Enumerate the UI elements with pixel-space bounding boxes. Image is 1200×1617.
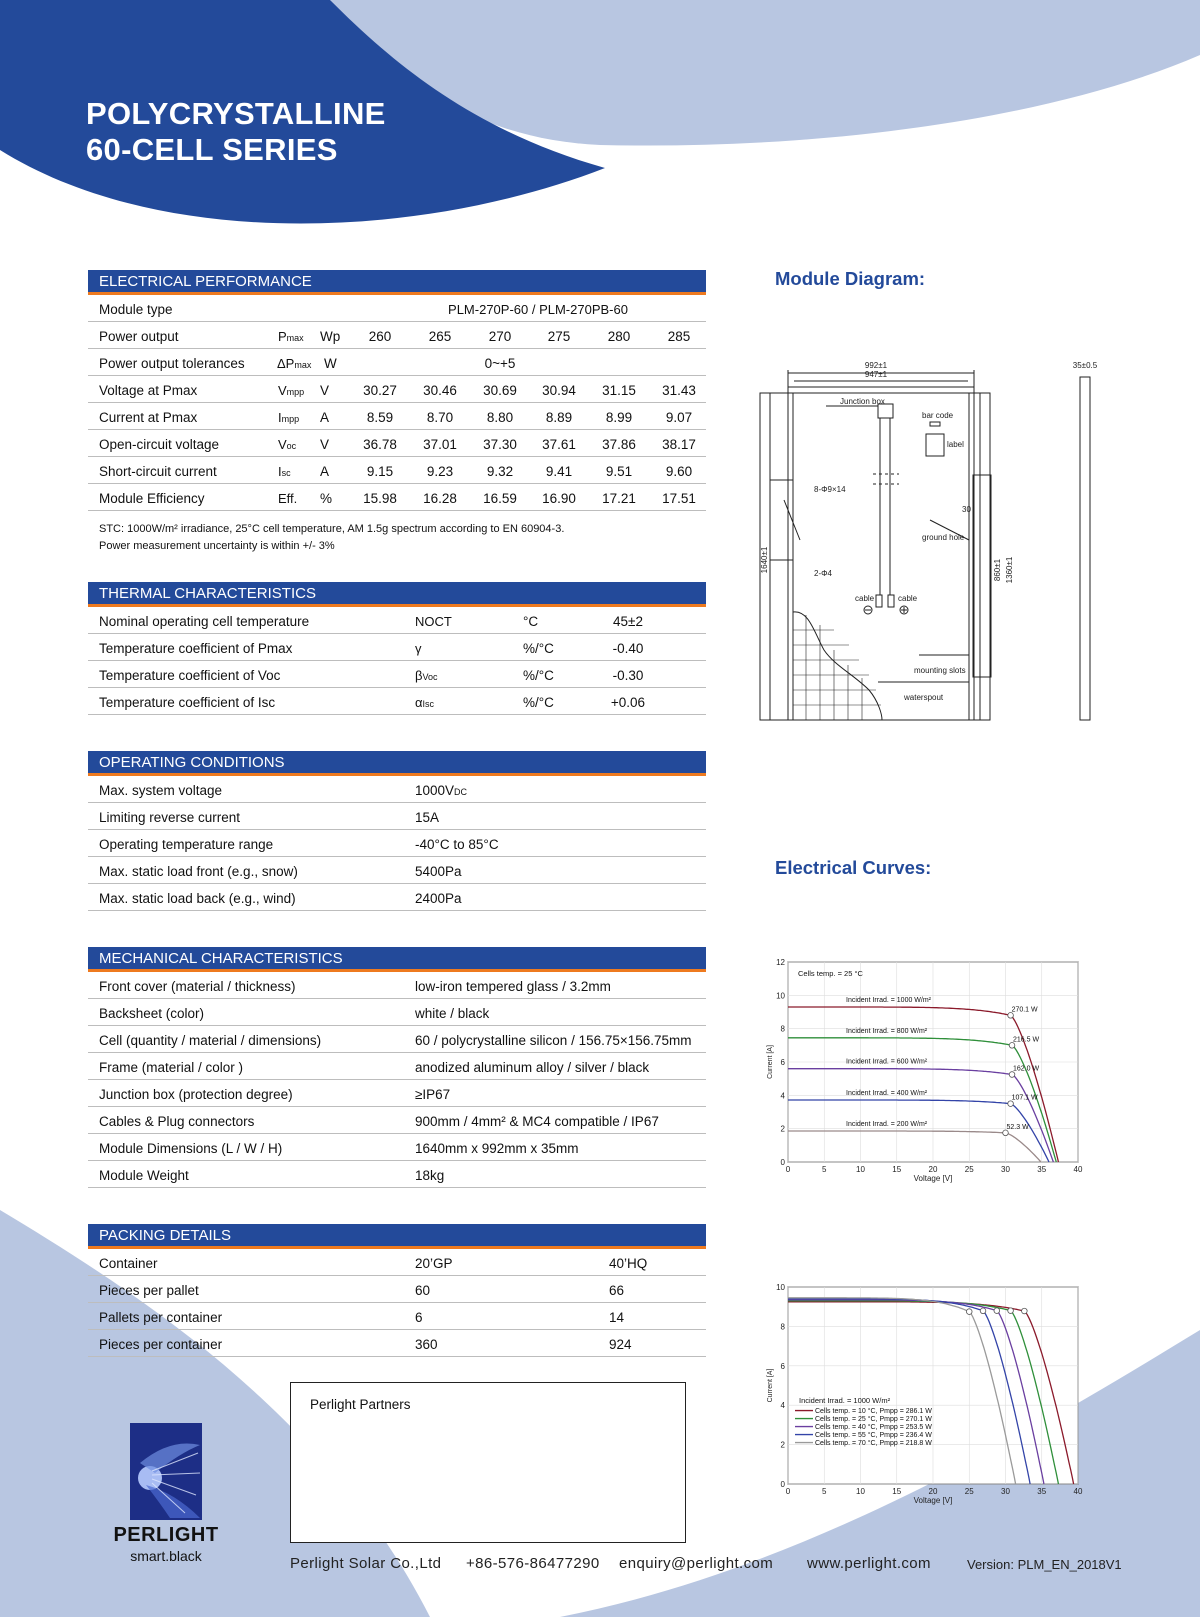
operating-row [88, 830, 706, 857]
symbol-main: β [415, 668, 423, 683]
symbol [415, 614, 452, 629]
page-title [86, 96, 386, 168]
row-value: -0.30 [612, 668, 644, 683]
mechanical-row [88, 1107, 706, 1134]
stc-note-line-2: Power measurement uncertainty is within +/- 3% [99, 540, 335, 552]
row-unit: V [320, 437, 330, 452]
row-value: low-iron tempered glass / 3.2mm [415, 979, 611, 994]
row-value: 9.51 [605, 464, 633, 479]
mpp-point [1008, 1013, 1014, 1019]
electrical-rows [88, 322, 706, 511]
row-value: -0.40 [612, 641, 644, 656]
row-value: 9.32 [486, 464, 514, 479]
x-tick-label: 25 [964, 1487, 974, 1496]
y-axis-label: Current [A] [767, 1368, 774, 1403]
legend-entry: Cells temp. = 55 °C, Pmpp = 236.4 W [815, 1432, 932, 1440]
row-label: Module Efficiency [99, 491, 205, 506]
junction-box-label: Junction box [840, 397, 885, 406]
module-type-row [88, 295, 706, 322]
symbol-sub: oc [286, 441, 297, 451]
power-tolerance-row [88, 349, 706, 376]
iv-curve-temperature-chart [740, 1275, 1090, 1515]
electrical-curves-title: Electrical Curves: [775, 857, 932, 878]
mechanical-characteristics-section [88, 947, 706, 1188]
symbol-sub: max [286, 333, 304, 343]
symbol-main: γ [415, 641, 422, 656]
y-tick-label: 0 [780, 1480, 785, 1489]
thermal-row [88, 634, 706, 661]
thermal-row [88, 688, 706, 715]
thermal-rows [88, 607, 706, 715]
row-value-40hq: 14 [609, 1310, 625, 1325]
row-unit: % [320, 491, 333, 506]
row-label: Container [99, 1256, 158, 1271]
x-tick-label: 40 [1073, 1487, 1083, 1496]
row-value: 16.90 [542, 491, 576, 506]
row-value [415, 837, 499, 852]
series-label: Incident Irrad. = 400 W/m² [846, 1090, 928, 1097]
x-tick-label: 5 [822, 1487, 827, 1496]
power-label: 52.3 W [1006, 1123, 1029, 1131]
row-value: 37.86 [602, 437, 636, 452]
footer-phone: +86-576-86477290 [466, 1555, 600, 1572]
dim-860: 860±1 [993, 558, 1002, 582]
value-sub: DC [454, 787, 468, 797]
row-value: ≥IP67 [415, 1087, 451, 1102]
symbol [415, 641, 422, 656]
row-label: Frame (material / color ) [99, 1060, 244, 1075]
x-tick-label: 5 [822, 1165, 827, 1174]
x-axis-label: Voltage [V] [913, 1496, 953, 1505]
row-label: Power output tolerances [99, 356, 245, 371]
x-tick-label: 0 [785, 1487, 791, 1496]
row-label: Pieces per container [99, 1337, 223, 1352]
x-tick-label: 15 [892, 1165, 902, 1174]
row-value: 31.15 [602, 383, 636, 398]
symbol [415, 668, 438, 683]
row-label: Pieces per pallet [99, 1283, 199, 1298]
perlight-logo-icon [130, 1423, 202, 1520]
row-value: 31.43 [662, 383, 696, 398]
series-label: Incident Irrad. = 600 W/m² [846, 1058, 928, 1066]
electrical-row [88, 430, 706, 457]
row-label: Backsheet (color) [99, 1006, 205, 1021]
x-tick-label: 25 [964, 1165, 974, 1174]
row-unit: %/°C [523, 641, 554, 656]
y-tick-label: 12 [776, 958, 785, 967]
row-label: Front cover (material / thickness) [99, 979, 296, 994]
operating-rows [88, 776, 706, 911]
packing-row [88, 1249, 706, 1276]
symbol-main: α [415, 695, 423, 710]
symbol-sub: max [294, 360, 312, 370]
section-heading: THERMAL CHARACTERISTICS [88, 582, 706, 607]
row-value: 60 / polycrystalline silicon / 156.75×156.75mm [415, 1033, 692, 1048]
row-unit: W [324, 356, 337, 371]
y-tick-label: 8 [780, 1024, 785, 1034]
y-tick-label: 0 [780, 1158, 785, 1167]
symbol-sub: Voc [422, 672, 438, 682]
row-value: 36.78 [363, 437, 397, 452]
row-unit: V [320, 383, 330, 398]
mechanical-rows [88, 972, 706, 1188]
row-value: 18kg [415, 1168, 445, 1183]
label-label: label [947, 440, 964, 449]
row-value: 30.27 [363, 383, 397, 398]
chart-title: Incident Irrad. = 1000 W/m² [799, 1396, 891, 1406]
electrical-row [88, 403, 706, 430]
x-tick-label: 30 [1001, 1487, 1010, 1496]
row-value: 30.94 [542, 383, 576, 398]
symbol [278, 491, 297, 506]
row-value: 37.01 [423, 437, 457, 452]
row-label: Temperature coefficient of Isc [99, 695, 276, 710]
row-label: Temperature coefficient of Pmax [99, 641, 293, 656]
section-heading: ELECTRICAL PERFORMANCE [88, 270, 706, 295]
row-unit: %/°C [523, 668, 554, 683]
operating-conditions-section [88, 751, 706, 911]
cable-label-2: cable [898, 594, 918, 603]
symbol-sub: mpp [281, 414, 300, 424]
y-axis-label: Current [A] [767, 1045, 774, 1079]
symbol-main: V [278, 383, 287, 398]
row-label: Max. system voltage [99, 783, 223, 798]
y-tick-label: 6 [780, 1361, 785, 1371]
row-label: Module type [99, 302, 173, 317]
row-unit: %/°C [523, 695, 554, 710]
packing-rows [88, 1249, 706, 1357]
row-value: 8.99 [605, 410, 633, 425]
legend-entry: Cells temp. = 25 °C, Pmpp = 270.1 W [815, 1416, 932, 1424]
operating-row [88, 857, 706, 884]
mpp-point [966, 1309, 972, 1315]
holes-label: 8-Φ9×14 [814, 485, 846, 494]
symbol-main: Eff. [278, 491, 298, 506]
mpp-point [1009, 1072, 1015, 1078]
y-tick-label: 10 [776, 1283, 785, 1292]
dim-1360: 1360±1 [1005, 556, 1014, 584]
packing-details-section [88, 1224, 706, 1357]
symbol [278, 410, 299, 425]
mechanical-row [88, 1026, 706, 1053]
thermal-characteristics-section [88, 582, 706, 715]
row-value: 0~+5 [484, 356, 516, 371]
row-value: 265 [428, 329, 452, 344]
row-value-40hq: 66 [609, 1283, 625, 1298]
symbol-main: I [278, 464, 282, 479]
row-value: 9.60 [665, 464, 693, 479]
row-value: 17.51 [662, 491, 696, 506]
row-label: Temperature coefficient of Voc [99, 668, 281, 683]
power-label: 270.1 W [1011, 1006, 1038, 1014]
row-label: Voltage at Pmax [99, 383, 198, 398]
x-tick-label: 0 [785, 1165, 791, 1174]
symbol-main: ΔP [277, 356, 295, 371]
row-label: Operating temperature range [99, 837, 274, 852]
row-unit: A [320, 464, 330, 479]
symbol [278, 383, 304, 398]
symbol-main: NOCT [415, 614, 452, 629]
y-tick-label: 2 [780, 1440, 785, 1450]
power-label: 107.1 W [1011, 1094, 1038, 1102]
mechanical-row [88, 999, 706, 1026]
y-tick-label: 8 [780, 1322, 785, 1332]
value-main: 15A [415, 810, 440, 825]
row-label: Cables & Plug connectors [99, 1114, 255, 1129]
bar-code-label: bar code [922, 411, 954, 420]
row-value [415, 864, 462, 879]
row-label: Junction box (protection degree) [99, 1087, 293, 1102]
x-tick-label: 35 [1037, 1165, 1047, 1174]
symbol-sub: sc [281, 468, 291, 478]
iv-curve-irradiance-chart [740, 950, 1090, 1195]
row-value: 9.23 [426, 464, 454, 479]
y-tick-label: 6 [780, 1058, 785, 1067]
row-value: 8.89 [545, 410, 573, 425]
mpp-point [1022, 1308, 1028, 1314]
row-value: 8.59 [366, 410, 394, 425]
footer-website: www.perlight.com [807, 1555, 931, 1572]
row-unit: °C [523, 614, 539, 629]
stc-note-line-1: STC: 1000W/m² irradiance, 25°C cell temperature, AM 1.5g spectrum according to EN 60904-3. [99, 523, 565, 535]
row-value: 285 [667, 329, 691, 344]
thermal-row [88, 661, 706, 688]
row-value-20gp: 6 [415, 1310, 423, 1325]
symbol [278, 464, 291, 479]
row-label: Module Dimensions (L / W / H) [99, 1141, 283, 1156]
legend-entry: Cells temp. = 40 °C, Pmpp = 253.5 W [815, 1424, 932, 1432]
operating-row [88, 776, 706, 803]
dim-depth: 35±0.5 [1072, 361, 1098, 370]
row-label: Module Weight [99, 1168, 189, 1183]
symbol [277, 356, 311, 371]
x-tick-label: 30 [1001, 1165, 1010, 1174]
row-value-20gp: 20’GP [415, 1256, 453, 1271]
row-value [415, 810, 439, 825]
symbol-sub: mpp [286, 387, 305, 397]
module-diagram-title: Module Diagram: [775, 268, 926, 289]
y-tick-label: 2 [780, 1124, 785, 1134]
row-value: 16.59 [483, 491, 517, 506]
mpp-point [1009, 1043, 1015, 1049]
section-heading: PACKING DETAILS [88, 1224, 706, 1249]
legend-entry: Cells temp. = 10 °C, Pmpp = 286.1 W [815, 1408, 932, 1416]
row-value-20gp: 60 [415, 1283, 431, 1298]
row-value: 37.61 [542, 437, 576, 452]
row-value-20gp: 360 [415, 1337, 438, 1352]
row-value: 30.46 [423, 383, 457, 398]
thermal-row [88, 607, 706, 634]
y-tick-label: 10 [776, 991, 785, 1001]
y-tick-label: 4 [780, 1401, 785, 1411]
mpp-point [1008, 1101, 1014, 1107]
logo-tagline: smart.black [130, 1548, 202, 1564]
module-type-value: PLM-270P-60 / PLM-270PB-60 [448, 302, 628, 317]
symbol [415, 695, 434, 710]
holes2-label: 2-Φ4 [814, 569, 832, 578]
row-value: 275 [547, 329, 571, 344]
row-label: Nominal operating cell temperature [99, 614, 310, 629]
y-tick-label: 4 [780, 1091, 785, 1101]
row-value: 16.28 [423, 491, 457, 506]
row-value: 8.70 [426, 410, 454, 425]
mpp-point [980, 1308, 986, 1314]
dim-30-label: 30 [962, 505, 971, 514]
value-main: 2400Pa [415, 891, 462, 906]
electrical-performance-section [88, 270, 706, 555]
mechanical-row [88, 1080, 706, 1107]
symbol-main: P [278, 329, 287, 344]
stc-note [88, 521, 706, 555]
mpp-point [994, 1308, 1000, 1314]
symbol-sub: Isc [422, 699, 435, 709]
packing-row [88, 1330, 706, 1357]
row-value: 270 [488, 329, 512, 344]
row-value: 8.80 [486, 410, 514, 425]
section-heading: MECHANICAL CHARACTERISTICS [88, 947, 706, 972]
mechanical-row [88, 1053, 706, 1080]
mounting-slots-label: mounting slots [914, 666, 966, 675]
row-label: Open-circuit voltage [99, 437, 220, 452]
waterspout-label: waterspout [904, 693, 944, 702]
row-value: 17.21 [602, 491, 636, 506]
series-label: Incident Irrad. = 1000 W/m² [846, 997, 932, 1004]
chart-title: Cells temp. = 25 °C [798, 969, 863, 978]
row-unit: A [320, 410, 330, 425]
row-value: anodized aluminum alloy / silver / black [415, 1060, 650, 1075]
x-tick-label: 10 [856, 1165, 865, 1174]
row-value [415, 783, 467, 798]
row-value: 45±2 [613, 614, 643, 629]
footer-version: Version: PLM_EN_2018V1 [967, 1557, 1122, 1572]
x-tick-label: 35 [1037, 1487, 1047, 1496]
row-value: 30.69 [483, 383, 517, 398]
row-value: 280 [607, 329, 631, 344]
row-label: Limiting reverse current [99, 810, 241, 825]
electrical-row [88, 376, 706, 403]
module-diagram-drawing [754, 360, 1104, 730]
x-tick-label: 20 [928, 1165, 938, 1174]
symbol-main: V [278, 437, 287, 452]
dim-width-outer: 992±1 [864, 361, 888, 370]
row-label: Max. static load front (e.g., snow) [99, 864, 298, 879]
ground-hole-label: ground hole [922, 533, 965, 542]
symbol [278, 437, 296, 452]
x-tick-label: 20 [928, 1487, 938, 1496]
electrical-row [88, 322, 706, 349]
row-value-40hq: 924 [609, 1337, 632, 1352]
row-value: 260 [368, 329, 392, 344]
operating-row [88, 884, 706, 911]
x-tick-label: 40 [1073, 1165, 1083, 1174]
row-value-40hq: 40’HQ [609, 1256, 648, 1271]
row-value: 37.30 [483, 437, 517, 452]
row-value [415, 891, 462, 906]
operating-row [88, 803, 706, 830]
symbol-main: I [278, 410, 282, 425]
mechanical-row [88, 1134, 706, 1161]
packing-row [88, 1303, 706, 1330]
row-label: Current at Pmax [99, 410, 198, 425]
row-label: Cell (quantity / material / dimensions) [99, 1033, 322, 1048]
power-label: 162.0 W [1013, 1065, 1040, 1073]
value-main: 1000V [415, 783, 455, 798]
legend-entry: Cells temp. = 70 °C, Pmpp = 218.8 W [815, 1440, 932, 1448]
footer-email: enquiry@perlight.com [619, 1555, 774, 1572]
cable-label-1: cable [855, 594, 875, 603]
series-label: Incident Irrad. = 200 W/m² [846, 1121, 928, 1128]
section-heading: OPERATING CONDITIONS [88, 751, 706, 776]
mpp-point [1003, 1130, 1009, 1136]
series-label: Incident Irrad. = 800 W/m² [846, 1027, 928, 1035]
electrical-row [88, 457, 706, 484]
x-tick-label: 10 [856, 1487, 865, 1496]
partners-box [290, 1382, 686, 1543]
partners-label: Perlight Partners [310, 1397, 411, 1412]
title-line-2: 60-CELL SERIES [86, 132, 338, 167]
row-value: 900mm / 4mm² & MC4 compatible / IP67 [415, 1114, 659, 1129]
row-value: +0.06 [610, 695, 646, 710]
row-value: white / black [415, 1006, 490, 1021]
row-value: 9.41 [545, 464, 573, 479]
row-label: Max. static load back (e.g., wind) [99, 891, 296, 906]
mechanical-row [88, 972, 706, 999]
logo-wordmark: PERLIGHT [113, 1524, 219, 1546]
value-main: -40°C to 85°C [415, 837, 499, 852]
row-label: Power output [99, 329, 179, 344]
symbol [278, 329, 304, 344]
dim-height: 1640±1 [760, 546, 769, 574]
electrical-row [88, 484, 706, 511]
footer-company: Perlight Solar Co.,Ltd [290, 1555, 442, 1572]
x-axis-label: Voltage [V] [913, 1174, 953, 1183]
x-tick-label: 15 [892, 1487, 902, 1496]
title-line-1: POLYCRYSTALLINE [86, 96, 386, 131]
packing-row [88, 1276, 706, 1303]
row-value: 1640mm x 992mm x 35mm [415, 1141, 579, 1156]
row-value: 9.15 [366, 464, 394, 479]
power-label: 216.5 W [1013, 1036, 1040, 1044]
mechanical-row [88, 1161, 706, 1188]
value-main: 5400Pa [415, 864, 462, 879]
mpp-point [1008, 1308, 1014, 1314]
row-label: Pallets per container [99, 1310, 223, 1325]
row-label: Short-circuit current [99, 464, 217, 479]
row-unit: Wp [320, 329, 341, 344]
row-value: 15.98 [363, 491, 397, 506]
dim-width-inner: 947±1 [864, 370, 888, 379]
row-value: 38.17 [662, 437, 696, 452]
row-value: 9.07 [665, 410, 693, 425]
